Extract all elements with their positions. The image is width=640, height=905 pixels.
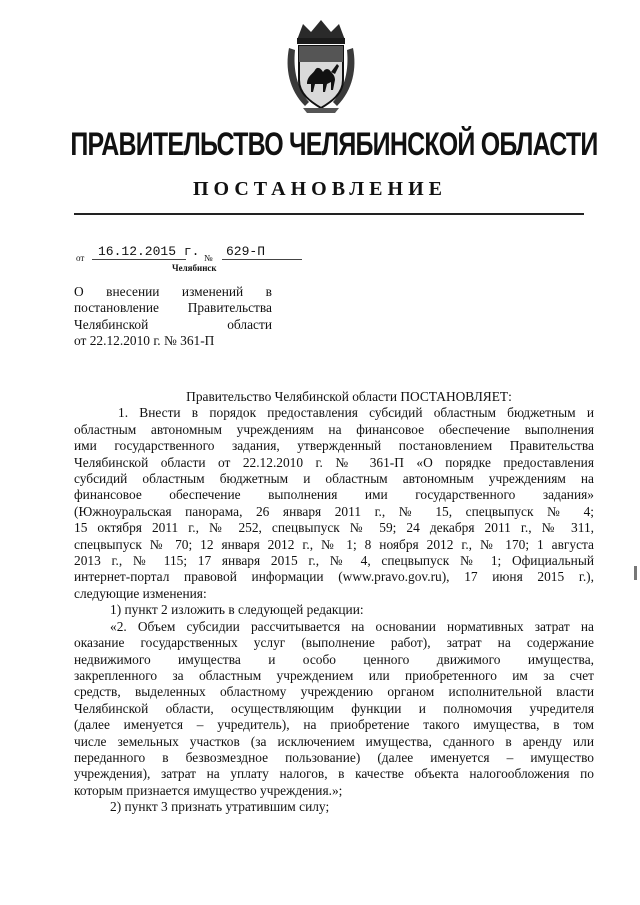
body-line: переданного в безвозмездное пользование) (далее именуется – имущество	[74, 749, 594, 765]
body-line: областным автономным учреждениям на финансовое обеспечение выполнения	[74, 421, 594, 437]
body-line: 1) пункт 2 изложить в следующей редакции:	[110, 602, 364, 618]
date-label: от	[76, 253, 85, 263]
subject-line: от 22.12.2010 г. № 361-П	[74, 333, 215, 349]
body-line: числе земельных участков (за исключением имущества, сданного в аренду или	[74, 733, 594, 749]
coat-of-arms-icon	[283, 18, 359, 114]
body-line: средств, выделенных областному учреждению органом исполнительной власти	[74, 684, 594, 700]
resolves-line: Правительство Челябинской области ПОСТАНОВЛЯЕТ:	[186, 389, 512, 404]
body-line: учреждения), затрат на уплату налогов, в качестве объекта налогообложения по	[74, 766, 594, 782]
city: Челябинск	[172, 263, 217, 273]
body-line: 2) пункт 3 признать утратившим силу;	[110, 799, 330, 815]
subject-line: О внесении изменений в	[74, 284, 272, 299]
body-line: 1. Внести в порядок предоставления субсидий областным бюджетным и	[118, 405, 594, 421]
document-body	[74, 389, 594, 816]
body-line: спецвыпуск № 70; 12 января 2012 г., № 1; 8 ноября 2012 г., № 170; 1 августа	[74, 536, 594, 552]
number-underline	[222, 259, 302, 260]
date-underline	[92, 259, 186, 260]
body-line: Челябинской области от 22.12.2010 г. № 361-П «О порядке предоставления	[74, 454, 594, 470]
body-line: которым признается имущество учреждения.»;	[74, 782, 343, 798]
number-label: №	[204, 253, 213, 263]
body-line: недвижимого имущества и особо ценного движимого имущества,	[74, 651, 594, 667]
scan-edge-mark	[634, 566, 637, 580]
body-line: «2. Объем субсидии рассчитывается на основании нормативных затрат на	[110, 618, 594, 634]
header-rule	[74, 213, 584, 215]
document-type: ПОСТАНОВЛЕНИЕ	[193, 178, 447, 200]
body-line: интернет-портал правовой информации (www.pravo.gov.ru), 17 июня 2015 г.),	[74, 569, 594, 585]
document-number: 629-П	[226, 244, 266, 259]
body-line: ими государственного задания, утвержденный постановлением Правительства	[74, 438, 594, 454]
body-line: (далее именуется – учредитель), на приобретение такого имущества, в том	[74, 717, 594, 733]
government-title: ПРАВИТЕЛЬСТВО ЧЕЛЯБИНСКОЙ ОБЛАСТИ	[70, 126, 598, 162]
body-line: следующие изменения:	[74, 585, 207, 601]
body-line: 2013 г., № 115; 17 января 2015 г., № 4, спецвыпуск № 1; Официальный	[74, 553, 594, 569]
body-line: 15 октября 2011 г., № 252, спецвыпуск № 59; 24 декабря 2011 г., № 311,	[74, 520, 594, 536]
document-date: 16.12.2015 г.	[98, 244, 200, 259]
subject-line: Челябинской области	[74, 316, 272, 332]
subject-line: постановление Правительства	[74, 300, 272, 316]
document-subject	[74, 284, 272, 350]
body-line: оказание государственных услуг (выполнение работ), затрат на содержание	[74, 635, 594, 651]
body-line: закрепленного за областным учреждением или приобретенного им за счет	[74, 667, 594, 683]
body-line: (Южноуральская панорама, 26 января 2011 г., № 15, спецвыпуск № 4;	[74, 503, 594, 519]
body-line: финансовое обеспечение выполнения ими государственного задания»	[74, 487, 594, 503]
body-line: Челябинской области, осуществляющим функции и полномочия учредителя	[74, 700, 594, 716]
body-line: субсидий областным бюджетным и областным автономным учреждениям на	[74, 471, 594, 487]
